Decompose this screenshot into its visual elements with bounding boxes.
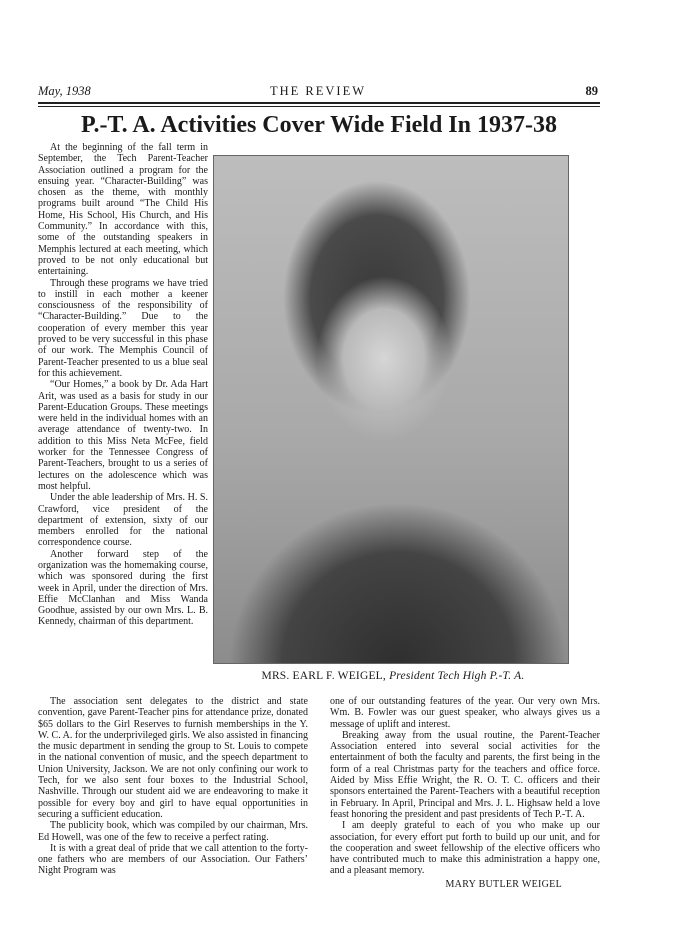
column-bottom-right	[330, 696, 600, 890]
running-header	[38, 84, 598, 102]
paragraph: Through these programs we have tried to instill in each mother a keener consciousness of the responsibility of “Character-Building.” Due to the cooperation of every member this year proved to be very successful in this phase of our work. The Memphis Council of Parent-Teacher presented to us a blue seal for this achievement.	[38, 277, 208, 379]
header-rule-thin	[38, 106, 600, 107]
paragraph: one of our outstanding features of the year. Our very own Mrs. Wm. B. Fowler was our guest speaker, who always gives us a message of uplift and interest.	[330, 696, 600, 730]
paragraph: The publicity book, which was compiled by our chairman, Mrs. Ed Howell, was one of the few to receive a perfect rating.	[38, 820, 308, 843]
page-number: 89	[585, 84, 598, 98]
paragraph: I am deeply grateful to each of you who make up our association, for every effort put forth to build up our unit, and for the cooperation and sweet fellowship of the elective officers who have contributed much to make this administration a happy one, and a pleasant memory.	[330, 820, 600, 877]
author-signature: MARY BUTLER WEIGEL	[445, 878, 562, 890]
paragraph: At the beginning of the fall term in September, the Tech Parent-Teacher Association outlined a program for the ensuing year. “Character-Building” was chosen as the theme, with monthly programs built around “The Child His Home, His School, His Church, and His Community.” In accordance with this, some of the outstanding speakers in Memphis lectured at each meeting, which proved to be not only educational but entertaining.	[38, 142, 208, 278]
publication-title: THE REVIEW	[269, 84, 367, 98]
photo-caption	[213, 670, 573, 682]
column-bottom-left	[38, 696, 308, 877]
paragraph: It is with a great deal of pride that we call attention to the forty-one fathers who are members of our Association. Our Fathers’ Night Program was	[38, 842, 308, 877]
portrait-photo	[213, 155, 569, 664]
column-left-upper	[38, 142, 208, 628]
paragraph: “Our Homes,” a book by Dr. Ada Hart Arit, was used as a basis for study in our Parent-Education Groups. These meetings were held in the individual homes with an average attendance of twenty-two. In addition to this Miss Neta McFee, field worker for the Tennessee Congress of Parent-Teachers, brought to us a series of lectures on the adolescence which was most helpful.	[38, 379, 208, 492]
paragraph: The association sent delegates to the district and state convention, gave Parent-Teacher pins for attendance prize, donated $65 dollars to the Girl Reserves to furnish memberships in the Y. W. C. A. for the underprivileged girls. We also assisted in financing the music department in sending the group to St. Louis to compete in the national convention of music, and the speech department to Union University, Jackson. We are not only confining our work to Tech, for we also sent four boxes to the Industrial School, Nashville. Through our student aid we are endeavoring to make it possible for every boy and girl to have equal opportunities in securing a sufficient education.	[38, 696, 308, 820]
article-headline: P.-T. A. Activities Cover Wide Field In 1937-38	[80, 112, 557, 138]
caption-title: President Tech High P.-T. A.	[389, 670, 525, 682]
paragraph: Another forward step of the organization was the homemaking course, which was sponsored during the first week in April, under the direction of Mrs. Effie McClanhan and Miss Wanda Goodhue, assisted by our own Mrs. L. B. Kennedy, chairman of this department.	[38, 548, 208, 628]
paragraph: Breaking away from the usual routine, the Parent-Teacher Association entered into several social activities for the entertainment of both the faculty and parents, the first being in the form of a real Christmas party for the teachers and office force. Aided by Miss Effie Wright, the R. O. T. C. officers and their sponsors entertained the Parent-Teachers with a beautiful reception in February. In April, Principal and Mrs. J. L. Highsaw held a love feast honoring the president and past presidents of Tech P.-T. A.	[330, 729, 600, 820]
issue-date: May, 1938	[38, 84, 91, 98]
caption-name: MRS. EARL F. WEIGEL,	[261, 670, 386, 682]
paragraph: Under the able leadership of Mrs. H. S. Crawford, vice president of the department of extension, sixty of our members enrolled for the national correspondence course.	[38, 492, 208, 549]
header-rule-thick	[38, 102, 600, 104]
